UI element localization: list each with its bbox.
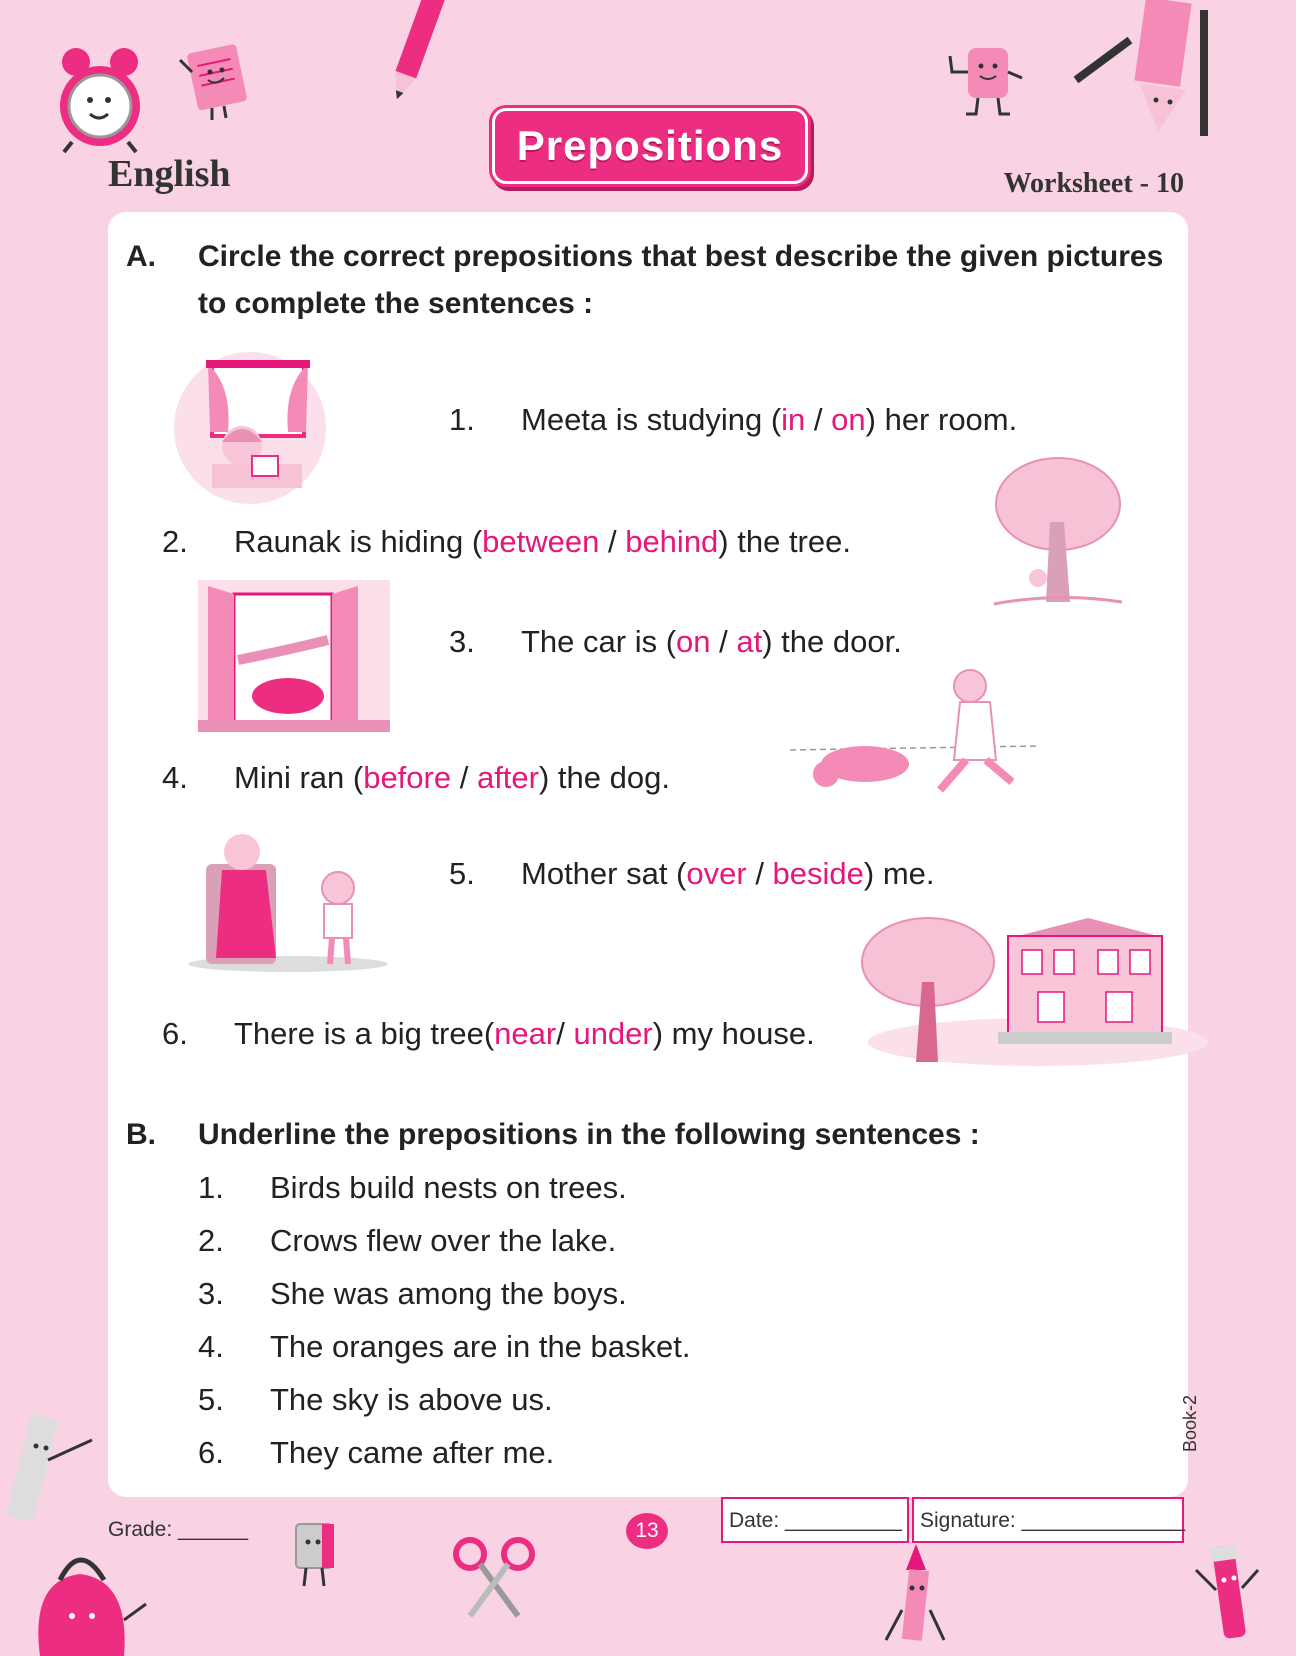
a-item-2-separator: / (599, 524, 626, 559)
b-item-1-sentence[interactable]: Birds build nests on trees. (270, 1170, 627, 1205)
a-item-1 (449, 402, 1017, 438)
a-item-1-text-start: Meeta is studying ( (521, 402, 782, 437)
a-item-4-text-start: Mini ran ( (234, 760, 364, 795)
section-b-instruction: Underline the prepositions in the following sentences : (198, 1118, 980, 1151)
book-label: Book-2 (1180, 1394, 1200, 1452)
tree-near-house-illustration (858, 912, 1208, 1072)
b-item-4 (198, 1329, 690, 1365)
a-item-2-text-end: ) the tree. (718, 524, 851, 559)
grade-field[interactable]: Grade: ______ (108, 1518, 249, 1541)
a-item-3-text-end: ) the door. (762, 624, 902, 659)
page-title: Prepositions (516, 122, 784, 169)
a-item-6-text-end: ) my house. (652, 1016, 815, 1051)
b-item-6-number: 6. (198, 1435, 224, 1470)
a-item-6-option-1[interactable]: near (494, 1016, 557, 1051)
a-item-4-text-end: ) the dog. (538, 760, 670, 795)
a-item-3-separator: / (710, 624, 737, 659)
a-item-5-separator: / (746, 856, 773, 891)
eraser-character-icon (946, 42, 1028, 122)
crayon-character-icon (882, 1540, 952, 1650)
sharpener-character-icon (282, 1520, 348, 1590)
b-item-3-sentence[interactable]: She was among the boys. (270, 1276, 627, 1311)
school-bag-icon (20, 1520, 150, 1656)
b-item-4-sentence[interactable]: The oranges are in the basket. (270, 1329, 691, 1364)
a-item-2-number: 2. (162, 524, 188, 559)
pen-character-icon (1192, 1540, 1264, 1656)
b-item-3 (198, 1276, 627, 1312)
b-item-5 (198, 1382, 553, 1418)
a-item-3-number: 3. (449, 624, 475, 659)
a-item-3-option-2[interactable]: at (736, 624, 763, 659)
a-item-4-separator: / (451, 760, 477, 795)
a-item-5-text-end: ) me. (863, 856, 935, 891)
a-item-3-option-1[interactable]: on (676, 624, 711, 659)
b-item-2-sentence[interactable]: Crows flew over the lake. (270, 1223, 617, 1258)
b-item-6 (198, 1435, 554, 1471)
a-item-1-option-1[interactable]: in (781, 402, 806, 437)
b-item-2-number: 2. (198, 1223, 224, 1258)
b-item-4-number: 4. (198, 1329, 224, 1364)
signature-field[interactable]: Signature: ______________ (912, 1497, 1184, 1543)
a-item-1-separator: / (805, 402, 832, 437)
a-item-5-text-start: Mother sat ( (521, 856, 687, 891)
a-item-4 (162, 760, 670, 796)
b-item-1-number: 1. (198, 1170, 224, 1205)
a-item-4-option-1[interactable]: before (363, 760, 452, 795)
a-item-5 (449, 856, 935, 892)
pencil-character-icon (1070, 0, 1210, 140)
b-item-1 (198, 1170, 627, 1206)
a-item-6-text-start: There is a big tree( (234, 1016, 495, 1051)
a-item-2-text-start: Raunak is hiding ( (234, 524, 483, 559)
mother-sitting-beside-child-illustration (186, 824, 391, 974)
section-b-letter: B. (126, 1118, 156, 1151)
b-item-5-number: 5. (198, 1382, 224, 1417)
a-item-6-option-2[interactable]: under (573, 1016, 653, 1051)
car-at-door-illustration (198, 580, 390, 732)
girl-running-after-dog-illustration (790, 664, 1040, 809)
pencil-icon (378, 0, 448, 110)
a-item-5-option-1[interactable]: over (686, 856, 747, 891)
a-item-5-number: 5. (449, 856, 475, 891)
a-item-2-option-2[interactable]: behind (625, 524, 719, 559)
b-item-3-number: 3. (198, 1276, 224, 1311)
a-item-3-text-start: The car is ( (521, 624, 677, 659)
ruler-character-icon (8, 1410, 98, 1530)
b-item-5-sentence[interactable]: The sky is above us. (270, 1382, 553, 1417)
section-a-instruction-line2: to complete the sentences : (198, 287, 594, 320)
b-item-2 (198, 1223, 616, 1259)
a-item-2-option-1[interactable]: between (482, 524, 600, 559)
worksheet-title-banner (492, 108, 808, 184)
boy-behind-tree-illustration (988, 452, 1128, 617)
a-item-1-number: 1. (449, 402, 475, 437)
a-item-1-text-end: ) her room. (865, 402, 1018, 437)
a-item-6-number: 6. (162, 1016, 188, 1051)
alarm-clock-icon (52, 42, 148, 154)
worksheet-number: Worksheet - 10 (1003, 168, 1184, 199)
a-item-5-option-2[interactable]: beside (772, 856, 864, 891)
a-item-2 (162, 524, 851, 560)
section-a-letter: A. (126, 240, 156, 273)
a-item-3 (449, 624, 902, 660)
section-a-instruction-line1: Circle the correct prepositions that best describe the given pictures (198, 240, 1164, 273)
b-item-6-sentence[interactable]: They came after me. (270, 1435, 555, 1470)
girl-studying-illustration (172, 346, 327, 506)
a-item-4-number: 4. (162, 760, 188, 795)
notepad-icon (178, 42, 258, 122)
a-item-1-option-2[interactable]: on (831, 402, 866, 437)
a-item-6 (162, 1016, 815, 1052)
a-item-4-option-2[interactable]: after (476, 760, 539, 795)
subject-label: English (108, 153, 231, 195)
date-field[interactable]: Date: __________ (721, 1497, 909, 1543)
scissors-icon (452, 1536, 536, 1620)
a-item-6-separator: / (556, 1016, 574, 1051)
page-number-badge: 13 (626, 1513, 668, 1549)
